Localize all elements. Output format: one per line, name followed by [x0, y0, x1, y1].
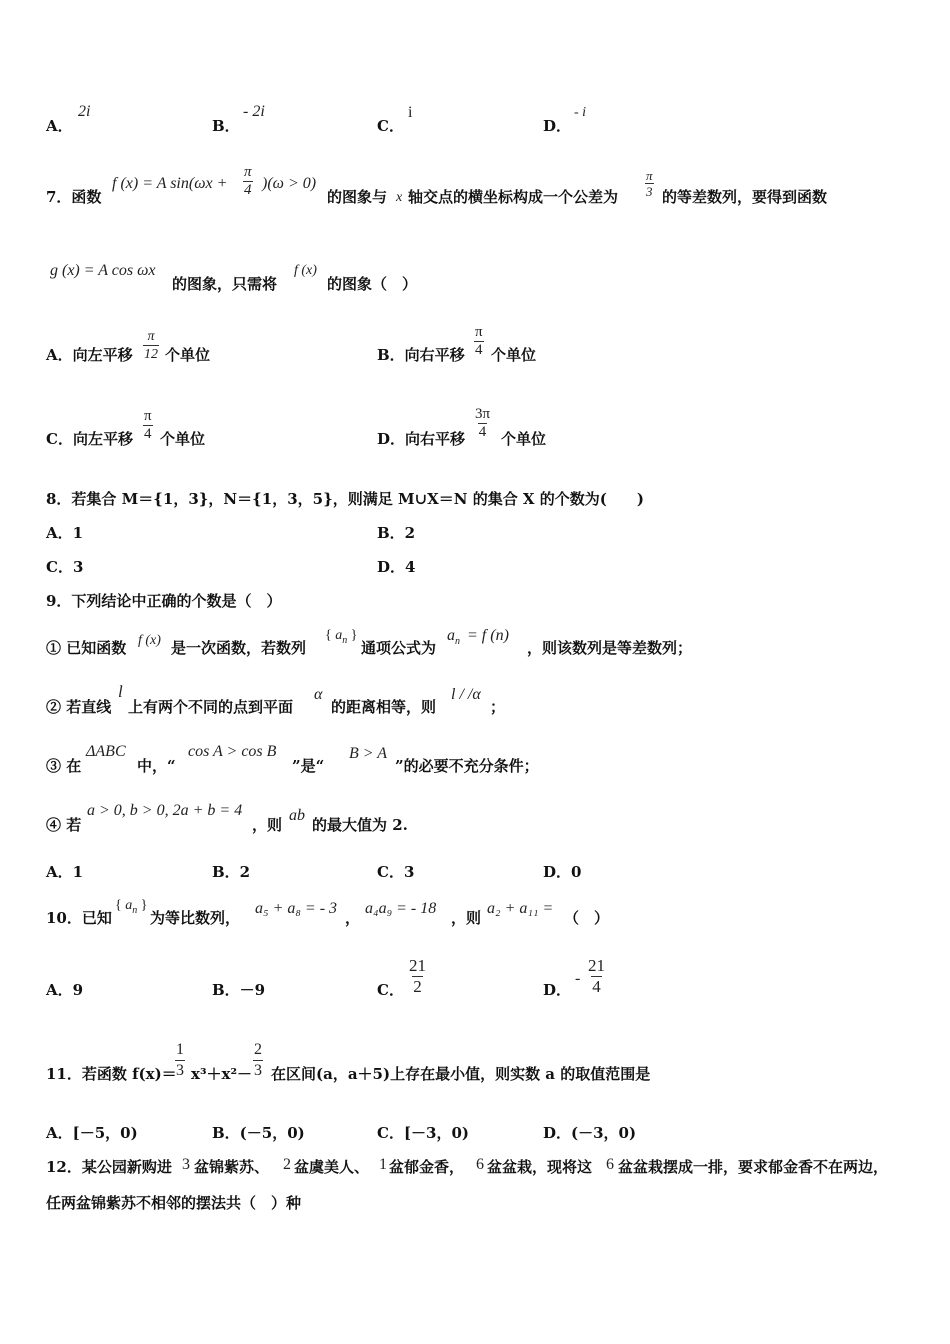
q9-s1-a: ① 已知函数: [46, 639, 127, 657]
q7-option-b-label: B．向右平移: [377, 346, 465, 364]
q10-comma: ，: [345, 909, 361, 927]
q7-option-d-fraction: $\frac{3\pi}{4}$: [475, 406, 491, 440]
q6-option-b-label: B．: [212, 117, 240, 135]
q7-text5: 的图象（ ）: [327, 275, 418, 293]
q7-option-a-fraction: $\frac{\pi}{12}$: [144, 329, 158, 362]
q9-s2-b: 上有两个不同的点到平面: [128, 698, 294, 716]
q9-s3-cos: cos A > cos B: [188, 743, 277, 760]
q10-eq3: a₂ + a₁₁ =: [487, 900, 554, 917]
q12-n6: 6: [476, 1156, 484, 1173]
q6-option-c-math: i: [408, 104, 413, 121]
q9-s2-c: 的距离相等，则: [331, 698, 437, 716]
q6-option-d-label: D．: [543, 117, 572, 135]
q12-n1: 1: [379, 1156, 387, 1173]
q6-option-a-math: 2i: [78, 103, 91, 120]
q12-n3: 3: [182, 1156, 190, 1173]
q9-s1-c: 通项公式为: [361, 639, 437, 657]
q8-option-c: C．3: [46, 558, 84, 576]
q12-line1-f: 盆盆栽摆成一排，要求郁金香不在两边，: [618, 1158, 889, 1176]
q10-option-d-fraction: $\frac{21}{4}$: [588, 956, 605, 996]
q9-s4-b: ，则: [252, 816, 283, 834]
q7-text4: 的图象，只需将: [172, 275, 278, 293]
q9-s1-fx: f (x): [138, 633, 161, 648]
q12-n6b: 6: [606, 1156, 614, 1173]
q9-s4-a: ④ 若: [46, 816, 82, 834]
q11-option-c: C．[－3，0): [377, 1124, 470, 1142]
q7-g-definition: g (x) = A cos ωx: [50, 262, 156, 279]
q9-s4-ab: ab: [289, 807, 305, 824]
q7-option-b-unit: 个单位: [491, 346, 537, 364]
q6-option-c-label: C．: [377, 117, 404, 135]
q10-option-d-sign: -: [575, 970, 581, 987]
q10-text3: （ ）: [564, 909, 610, 927]
q7-option-c-label: C．向左平移: [46, 430, 133, 448]
q10-option-d-label: D．: [543, 981, 572, 999]
q10-option-c-fraction: $\frac{21}{2}$: [409, 956, 426, 996]
q7-option-c-fraction: $\frac{\pi}{4}$: [144, 408, 152, 442]
q9-option-d: D．0: [543, 863, 582, 881]
q9-option-a: A．1: [46, 863, 84, 881]
q11-one-third: $\frac{1}{3}$: [176, 1041, 184, 1079]
q7-fx: f (x): [294, 263, 317, 278]
q10-text2: ，则: [451, 909, 482, 927]
q8-stem: 8．若集合 M＝{1，3}，N＝{1，3，5}，则满足 M∪X＝N 的集合 X 的个数为( ): [46, 490, 644, 508]
q11-option-d: D．(－3，0): [543, 1124, 637, 1142]
q8-option-d: D．4: [377, 558, 416, 576]
q7-number: 7．函数: [46, 188, 102, 206]
q11-number: 11．若函数 f(x)＝: [46, 1065, 177, 1083]
q12-line1-c: 盆虞美人、: [294, 1158, 370, 1176]
q11-tail: 在区间(a，a＋5)上存在最小值，则实数 a 的取值范围是: [271, 1065, 651, 1083]
q11-option-a: A．[－5，0): [46, 1124, 138, 1142]
q7-f-definition: f (x) = A sin(ωx +: [112, 175, 228, 192]
q9-s1-sequence: { $a_n$ }: [325, 628, 358, 646]
q10-eq1: a₅ + a₈ = - 3: [255, 900, 338, 917]
q9-s3-ba: B > A: [349, 745, 388, 762]
q9-s3-a: ③ 在: [46, 757, 82, 775]
q12-line1-e: 盆盆栽，现将这: [487, 1158, 593, 1176]
q7-f-definition-tail: )(ω > 0): [262, 175, 317, 192]
q12-n2: 2: [283, 1156, 291, 1173]
q7-text1: 的图象与: [327, 188, 388, 206]
q12-line1-a: 12．某公园新购进: [46, 1158, 172, 1176]
q9-stem: 9．下列结论中正确的个数是（ ）: [46, 592, 282, 610]
q7-pi-over-4: $\frac{\pi}{4}$: [244, 164, 252, 198]
q9-s3-c: ”是“: [292, 757, 325, 775]
q7-option-a-unit: 个单位: [165, 346, 211, 364]
q11-two-thirds: $\frac{2}{3}$: [254, 1041, 262, 1079]
q7-option-a-label: A．向左平移: [46, 346, 133, 364]
q7-option-c-unit: 个单位: [160, 430, 206, 448]
q6-option-a-label: A．: [46, 117, 73, 135]
q9-s2-l: l: [118, 682, 123, 701]
q7-option-b-fraction: $\frac{\pi}{4}$: [475, 324, 483, 358]
q8-option-a: A．1: [46, 524, 84, 542]
q10-sequence: { $a_n$ }: [115, 898, 148, 916]
q10-eq2: a₄a₉ = - 18: [365, 900, 437, 917]
q9-s3-triangle: ΔABC: [86, 743, 126, 760]
q10-number: 10．已知: [46, 909, 112, 927]
q7-option-d-label: D．向右平移: [377, 430, 466, 448]
q7-option-d-unit: 个单位: [501, 430, 547, 448]
q6-option-b-math: - 2i: [243, 103, 265, 120]
q9-s2-formula: l / /α: [451, 686, 481, 703]
q11-option-b: B．(－5，0): [212, 1124, 305, 1142]
q7-x: x: [396, 190, 403, 205]
q12-line1-d: 盆郁金香，: [389, 1158, 465, 1176]
q7-text3: 的等差数列，要得到函数: [662, 188, 828, 206]
q10-option-a: A．9: [46, 981, 84, 999]
q7-text2: 轴交点的横坐标构成一个公差为: [408, 188, 619, 206]
q9-s3-d: ”的必要不充分条件；: [395, 757, 539, 775]
q9-option-c: C．3: [377, 863, 415, 881]
q9-s1-an: $a_n$: [447, 627, 460, 648]
q9-s1-formula: = f (n): [467, 627, 509, 644]
q10-option-b: B．－9: [212, 981, 266, 999]
q9-s1-d: ，则该数列是等差数列；: [527, 639, 693, 657]
q11-mid: x³＋x²－: [191, 1065, 253, 1083]
q12-line1-b: 盆锦紫苏、: [194, 1158, 270, 1176]
q6-option-d-math: - i: [574, 105, 587, 120]
q7-pi-over-3: $\frac{\pi}{3}$: [646, 168, 653, 199]
q8-option-b: B．2: [377, 524, 416, 542]
q9-s1-b: 是一次函数，若数列: [171, 639, 307, 657]
q9-s2-a: ② 若直线: [46, 698, 112, 716]
q10-option-c-label: C．: [377, 981, 404, 999]
q9-s3-b: 中，“: [137, 757, 176, 775]
q10-text1: 为等比数列，: [150, 909, 241, 927]
q9-s2-alpha: α: [314, 686, 323, 703]
q9-option-b: B．2: [212, 863, 251, 881]
q9-s4-c: 的最大值为 2.: [312, 816, 408, 834]
q9-s2-d: ；: [490, 698, 506, 716]
q9-s4-condition: a > 0, b > 0, 2a + b = 4: [87, 802, 243, 819]
q12-line2: 任两盆锦紫苏不相邻的摆法共（ ）种: [46, 1194, 302, 1212]
